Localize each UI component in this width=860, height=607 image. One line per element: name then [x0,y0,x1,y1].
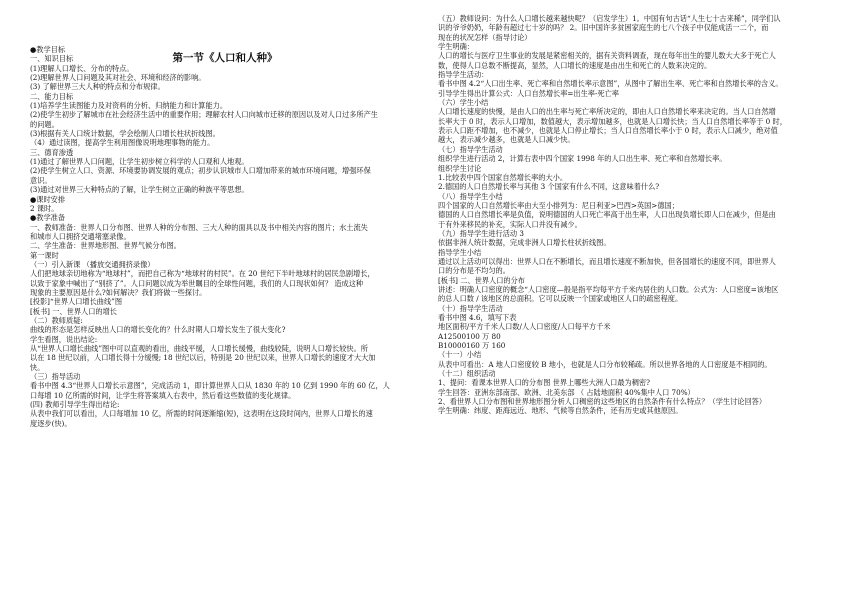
text-line: 人口的增长与医疗卫生事业的发展是紧密相关的，据有关资料调查，现在每年出生的婴儿数大大多于死亡人 [438,51,776,61]
text-line: 快。 [30,362,45,372]
text-line: （九）指导学生进行活动 3 [438,228,524,238]
text-line: （十）指导学生活动 [438,303,503,313]
text-line: 学生明确： [438,42,474,52]
text-line: 越大，表示减少越多，也就是人口减少快。 [438,135,575,145]
text-line: （八）指导学生小结 [438,191,503,201]
text-line: 二、能力目标 [30,91,74,101]
text-line: (四) 教师引导学生得出结论: [30,400,120,410]
text-line: (3)根据有关人口统计数据，学会绘制人口增长柱状折线图。 [30,129,220,139]
text-line: (1)通过了解世界人口问题，让学生初步树立科学的人口观和人地观。 [30,157,249,167]
text-line: 学生看图，说出结论: [30,334,98,344]
text-line: 表示人口距不增加，也不减少，也就是人口停止增长；当人口自然增长率小于 0 时，表示人口减少，绝对值 [438,126,778,136]
text-line: 指导学生活动： [438,70,489,80]
text-line: 从“世界人口增长曲线”图中可以直观的看出，曲线平缓，人口增长缓慢，曲线较陡，说明人口增长较快。所 [30,344,368,353]
text-line: (1)培养学生读图能力及对资料的分析、归纳能力和计算能力。 [30,101,228,111]
text-line: 学生回答：亚洲东部南部、欧洲、北美东部 （ 占陆地面积 40%集中人口 70%） [438,387,695,397]
text-line: 曲线的形态是怎样反映出人口的增长变化的？什么时期人口增长发生了很大变化? [30,325,286,335]
text-line: 2、看世界人口分布图和世界地形图分析人口稠密的这些地区的自然条件有什么特点？（学生讨论回答） [438,397,767,407]
text-line: 二、学生准备：世界地形图、世界气候分布图。 [30,241,181,251]
text-line: 指导学生小结 [438,247,482,257]
text-line: 1.比较表中四个国家自然增长率的大小。 [438,172,568,182]
text-line: [投影]“世界人口增长曲线”图 [30,297,123,307]
text-line: 以致于家象中喊出了“别挤了”。人口问题以成为举世瞩目的全球性问题，我们的人口现状如何？ 造成这种 [30,278,364,288]
text-line: （二）教师质疑: [30,315,83,325]
text-line: 以在 18 世纪以前，人口增长得十分缓慢; 18 世纪以后，特别是 20 世纪以来，世界人口增长的速度才大大加 [30,353,376,363]
text-line: 地区面积/平方千米人口数/人人口密度/人口每平方千米 [438,322,611,332]
text-line: 从表中我们可以看出，人口每增加 10 亿，所需的时间逐渐缩(短)，这表明在这段时间内，世界人口增长的速 [30,409,373,419]
text-line: [板书] 一、世界人口的增长 [30,306,117,316]
text-line: 看书中图 4.3“世界人口增长示意图”，完成活动 1，即计算世界人口从 1830 年的 10 亿到 1990 年的 60 亿，人 [30,381,390,391]
text-line: （三）指导活动 [30,372,81,382]
text-line: 2 课时。 [30,203,59,213]
text-line: （七）指导学生活动 [438,144,503,154]
text-line: （4）通过读图，提高学生利用图像说明地理事物的能力。 [30,138,215,148]
text-line: 数，使得人口总数不断提高，显然，人口增长的速度是由出生和死亡的人数来决定的。 [438,60,712,70]
text-line: 一、教师准备：世界人口分布图、世界人种的分布图、三大人种的面具以及书中相关内容的图片；水土流失 [30,222,368,232]
text-line: 三、德育渗透 [30,147,74,157]
text-line: B10000160 万 160 [438,341,506,351]
text-line: 口每增 10 亿所需的时间，让学生将答案填入右表中，然后看这些数值的变化规律。 [30,390,296,400]
text-line: 和城市人口拥挤交通堵塞录像。 [30,231,131,241]
right-column [438,14,833,416]
text-line: 看书中图 4.2“人口出生率、死亡率和自然增长率示意图”，从图中了解出生率、死亡率和自然增长率的含义。 [438,79,783,89]
text-line: （十二）组织活动 [438,369,496,379]
text-line: ●教学准备 [30,213,66,223]
text-line: [板书] 二、世界人口的分布 [438,275,525,285]
text-line: (2)理解世界人口问题及其对社会、环境和经济的影响。 [30,73,206,83]
text-line: 口的分布是不均匀的。 [438,266,510,276]
text-line: 2.德国的人口自然增长率与其他 3 个国家有什么不同，这意味着什么? [438,182,660,192]
text-line: A12500100 万 80 [438,331,501,341]
text-line: (2)使学生树立人口、资源、环境要协调发展的观点；初步认识城市人口增加带来的城市环境问题，增强环保 [30,166,371,176]
text-line: （一）引入新课 （播放交通拥挤录像） [30,259,155,269]
text-line: 从表中可看出：A 地人口密度较 B 地小，也就是人口分布较稀疏。所以世界各地的人口密度是不相同的。 [438,359,772,369]
text-line: 度逐步(快)。 [30,418,72,428]
text-line: 四个国家的人口自然增长率由大至小排列为：尼日利亚>巴西>英国>德国； [438,200,679,210]
text-line: 引导学生得出计算公式：人口自然增长率=出生率-死亡率 [438,88,619,98]
text-line: 依据非洲人统计数据，完成非洲人口增长柱状折线图。 [438,238,611,248]
text-line: (3) 了解世界三大人种的特点和分布规律。 [30,82,165,92]
left-column [30,45,418,428]
text-line: 的总人口数 / 该地区的总面积。它可以反映一个国家或地区人口的疏密程度。 [438,294,683,304]
text-line: 长率大于 0 时，表示人口增加，数值越大，表示增加越多，也就是人口增长快；当人口自然增长率等于 0 时， [438,116,787,126]
text-line: 于有外来移民的补充，实际人口并没有减少。 [438,219,582,229]
text-line: 一、知识目标 [30,54,74,64]
text-line: (3)通过对世界三大种特点的了解，让学生树立正确的种族平等思想。 [30,185,249,195]
text-line: ●课时安排 [30,194,66,204]
text-line: 的问题。 [30,119,59,129]
text-line: （六）学生小结 [438,98,489,108]
text-line: 1、提问：看课本世界人口的分布图 世界上哪些大洲人口最为稠密? [438,378,650,388]
text-line: (2)使学生初步了解城市在社会经济生活中的重要作用；理解农村人口向城市迁移的原因以及对人口过多所产生 [30,110,378,120]
text-line: 学生明确：纬度、距海远近、地形、气候等自然条件，还有历史或其他原因。 [438,406,683,416]
text-line: ●教学目标 [30,45,66,54]
text-line: 德国的人口自然增长率是负值，说明德国的人口死亡率高于出生率，人口出现负增长即人口在减少，但是由 [438,210,776,220]
text-line: 人们把地球亲切地称为“地球村”，而把自己称为“地球村的村民”。在 20 世纪下半叶地球村的居民急剧增长， [30,269,375,279]
text-line: （十一）小结 [438,350,482,360]
text-line: 识的爷爷奶奶，年龄有超过七十岁的吗？ 2。旧中国许多贫困家庭生的七八个孩子中仅能成活一二个，而 [438,23,769,33]
text-line: 看书中图 4.6，填写下表 [438,313,517,322]
text-line: 组织学生进行活动 2，计算右表中四个国家 1998 年的人口出生率、死亡率和自然增长率。 [438,154,727,164]
text-line: 人口增长速度的快慢，是由人口的出生率与死亡率所决定的，即由人口自然增长率来决定的。当人口自然增 [438,107,776,117]
text-line: 讲述：明确人口密度的概念“人口密度—般是指平均每平方千米内居住的人口数。公式为：人口密度=该地区 [438,284,779,294]
text-line: 意识。 [30,175,52,185]
text-line: 第一课时 [30,250,59,260]
text-line: 现象的主要原因是什么?如何解决？我们将做一些探讨。 [30,287,207,297]
page-title: 第一节《人口和人种》 [172,52,278,64]
text-line: 通过以上活动可以得出：世界人口在不断增长，而且增长速度不断加快，但各国增长的速度不同，即世界人 [438,256,776,266]
text-line: 组织学生讨论 [438,163,482,173]
text-line: 现在的状况怎样（指导讨论） [438,32,532,42]
text-line: (1)理解人口增长、分布的特点。 [30,63,134,73]
text-line: （五）教师设问：为什么人口增长越来越快呢？（启发学生）1。中国有句古话“人生七十古来稀”，同学们认 [438,14,781,23]
